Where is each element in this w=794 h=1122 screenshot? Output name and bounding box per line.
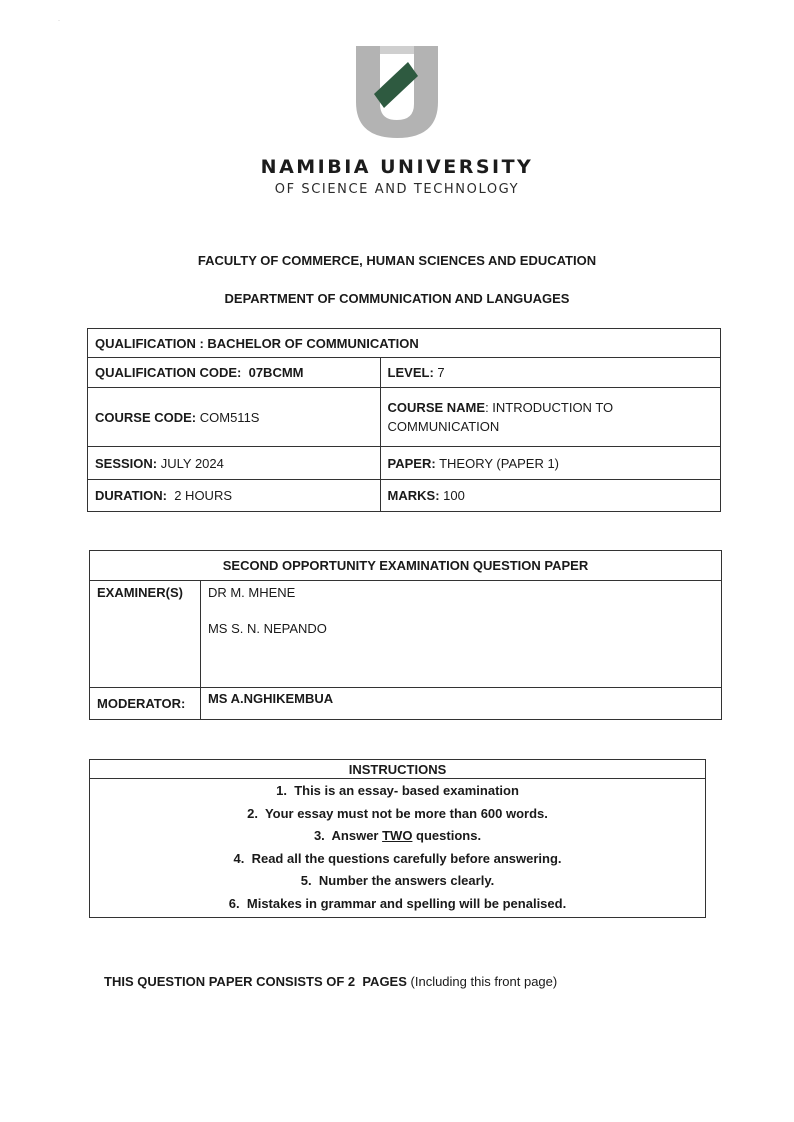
moderator-name: MS A.NGHIKEMBUA (200, 688, 721, 720)
exam-title-cell: SECOND OPPORTUNITY EXAMINATION QUESTION PAPER (90, 551, 722, 581)
course-name-label: COURSE NAME (387, 400, 486, 415)
page-count-bold: THIS QUESTION PAPER CONSISTS OF 2 PAGES (104, 974, 407, 989)
instruction-text-start: Answer (331, 828, 383, 843)
instruction-number: 1. (276, 783, 287, 798)
course-info-table (87, 328, 721, 512)
instruction-item (97, 803, 698, 826)
instruction-emphasis: TWO (382, 828, 413, 843)
instruction-text: This is an essay- based examination (294, 783, 519, 798)
page-count-note (104, 974, 557, 989)
level-cell (380, 358, 720, 388)
session-value: JULY 2024 (160, 455, 224, 471)
university-logo (350, 42, 444, 140)
marks-value: 100 (443, 488, 465, 503)
qualification-code-value: 07BCMM (248, 365, 304, 380)
examiner-name: DR M. MHENE (207, 585, 296, 600)
examiners-list (200, 581, 721, 688)
duration-value: 2 HOURS (174, 488, 233, 503)
course-code-cell (88, 388, 381, 447)
department-heading: DEPARTMENT OF COMMUNICATION AND LANGUAGES (224, 291, 570, 306)
instruction-text: Mistakes in grammar and spelling will be penalised. (246, 895, 567, 911)
examiner-name: MS S. N. NEPANDO (207, 621, 327, 636)
instruction-number: 2. (247, 805, 258, 821)
duration-cell (88, 480, 381, 512)
instruction-item (97, 780, 698, 803)
faculty-heading: FACULTY OF COMMERCE, HUMAN SCIENCES AND EDUCATION (197, 253, 597, 268)
instruction-number: 5. (300, 873, 312, 888)
level-value: 7 (437, 365, 445, 380)
paper-label: PAPER: (387, 455, 436, 471)
course-code-value: COM511S (199, 409, 260, 425)
instruction-item (97, 870, 698, 893)
paper-value: THEORY (PAPER 1) (439, 455, 560, 471)
examiners-table (89, 550, 722, 720)
session-cell (88, 447, 381, 480)
qualification-code-cell (88, 358, 381, 388)
course-name-cell (380, 388, 720, 447)
instruction-number: 6. (228, 895, 240, 911)
course-code-label: COURSE CODE: (95, 409, 197, 425)
scan-speck: · (58, 18, 60, 24)
marks-label: MARKS: (387, 488, 440, 503)
instruction-item (97, 825, 698, 848)
session-label: SESSION: (95, 455, 158, 471)
examiners-label: EXAMINER(S) (90, 581, 201, 688)
instructions-list (90, 779, 706, 918)
university-name: NAMIBIA UNIVERSITY (260, 156, 534, 178)
instruction-text: Read all the questions carefully before answering. (251, 850, 562, 866)
qualification-code-label: QUALIFICATION CODE: (95, 365, 242, 380)
duration-label: DURATION: (95, 488, 167, 503)
instruction-item (97, 848, 698, 871)
moderator-label: MODERATOR: (90, 688, 201, 720)
instruction-text: Number the answers clearly. (318, 873, 495, 888)
instructions-table (89, 759, 706, 918)
instruction-number: 3. (313, 828, 325, 843)
qualification-cell: QUALIFICATION : BACHELOR OF COMMUNICATION (88, 329, 721, 358)
instruction-text-end: questions. (412, 828, 482, 843)
level-label: LEVEL: (387, 365, 434, 380)
instruction-text: Your essay must not be more than 600 words. (264, 805, 548, 821)
university-subtitle: OF SCIENCE AND TECHNOLOGY (274, 182, 520, 197)
instruction-number: 4. (233, 850, 245, 866)
marks-cell (380, 480, 720, 512)
page-count-normal: (Including this front page) (406, 974, 558, 989)
course-name-value: : INTRODUCTION TO COMMUNICATION (387, 400, 614, 434)
instruction-item (97, 893, 698, 916)
paper-cell (380, 447, 720, 480)
instructions-title: INSTRUCTIONS (90, 760, 706, 779)
